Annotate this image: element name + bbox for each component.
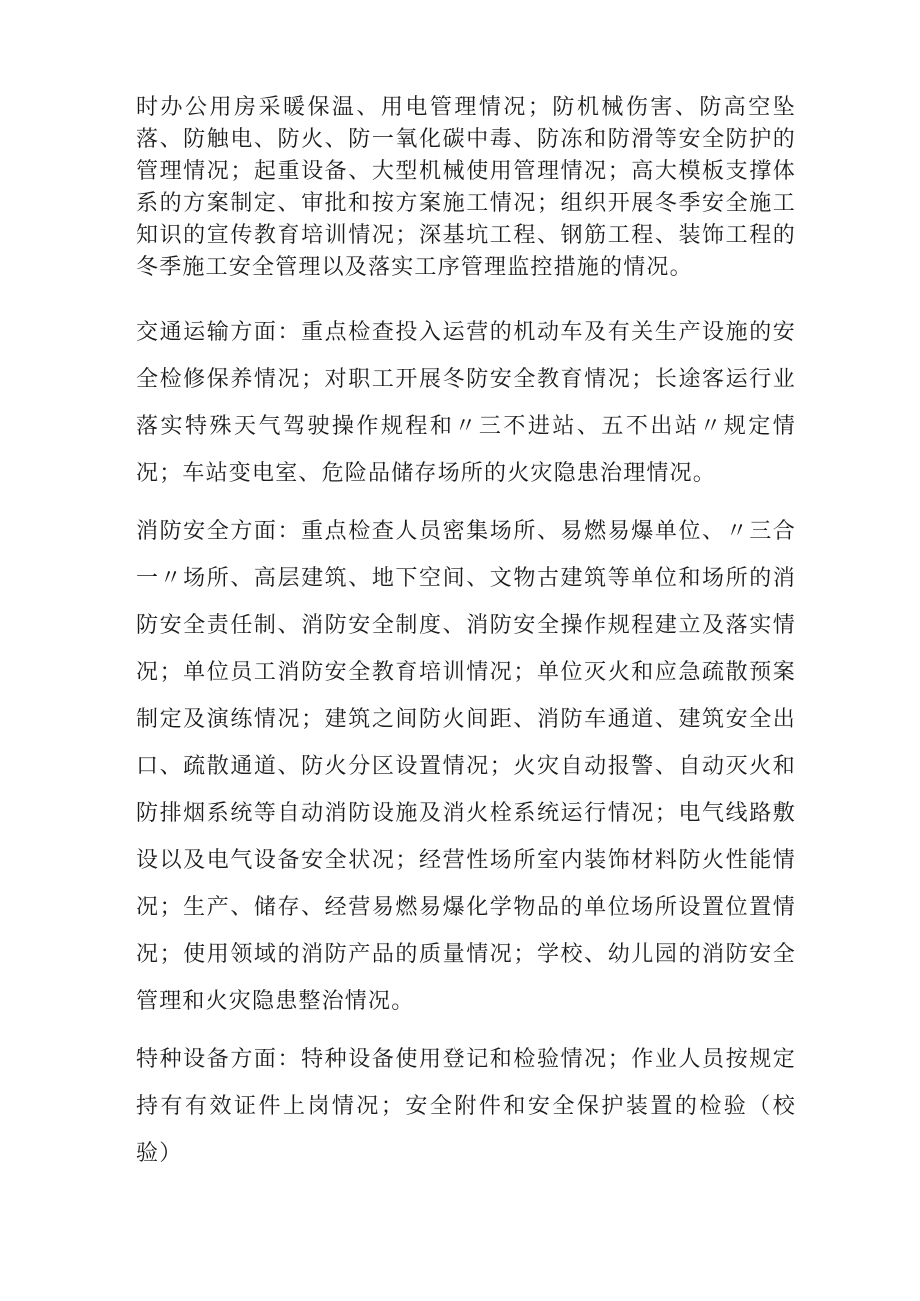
paragraph-spacer bbox=[136, 497, 796, 508]
paragraph-spacer bbox=[136, 284, 796, 309]
paragraph-construction-safety: 时办公用房采暖保温、用电管理情况；防机械伤害、防高空坠落、防触电、防火、防一氧化碳中毒、防冻和防滑等安全防护的管理情况；起重设备、大型机械使用管理情况；高大模板支撑体系的方案制定、审批和按方案施工情况；组织开展冬季安全施工知识的宣传教育培训情况；深基坑工程、钢筋工程、装饰工程的冬季施工安全管理以及落实工序管理监控措施的情况。 bbox=[136, 95, 796, 280]
document-body bbox=[136, 92, 796, 1177]
paragraph-transportation: 交通运输方面：重点检查投入运营的机动车及有关生产设施的安全检修保养情况；对职工开展冬防安全教育情况；长途客运行业落实特殊天气驾驶操作规程和〃三不进站、五不出站〃规定情况；车站变电室、危险品储存场所的火灾隐患治理情况。 bbox=[136, 320, 796, 486]
paragraph-special-equipment: 特种设备方面：特种设备使用登记和检验情况；作业人员按规定持有有效证件上岗情况；安全附件和安全保护装置的检验（校验） bbox=[136, 1047, 796, 1166]
paragraph-spacer bbox=[136, 1025, 796, 1036]
paragraph-fire-safety: 消防安全方面：重点检查人员密集场所、易燃易爆单位、〃三合一〃场所、高层建筑、地下空间、文物古建筑等单位和场所的消防安全责任制、消防安全制度、消防安全操作规程建立及落实情况；单位员工消防安全教育培训情况；单位灭火和应急疏散预案制定及演练情况；建筑之间防火间距、消防车通道、建筑安全出口、疏散通道、防火分区设置情况；火灾自动报警、自动灭火和防排烟系统等自动消防设施及消火栓系统运行情况；电气线路敷设以及电气设备安全状况；经营性场所室内装饰材料防火性能情况；生产、储存、经营易燃易爆化学物品的单位场所设置位置情况；使用领域的消防产品的质量情况；学校、幼儿园的消防安全管理和火灾隐患整治情况。 bbox=[136, 519, 796, 1014]
